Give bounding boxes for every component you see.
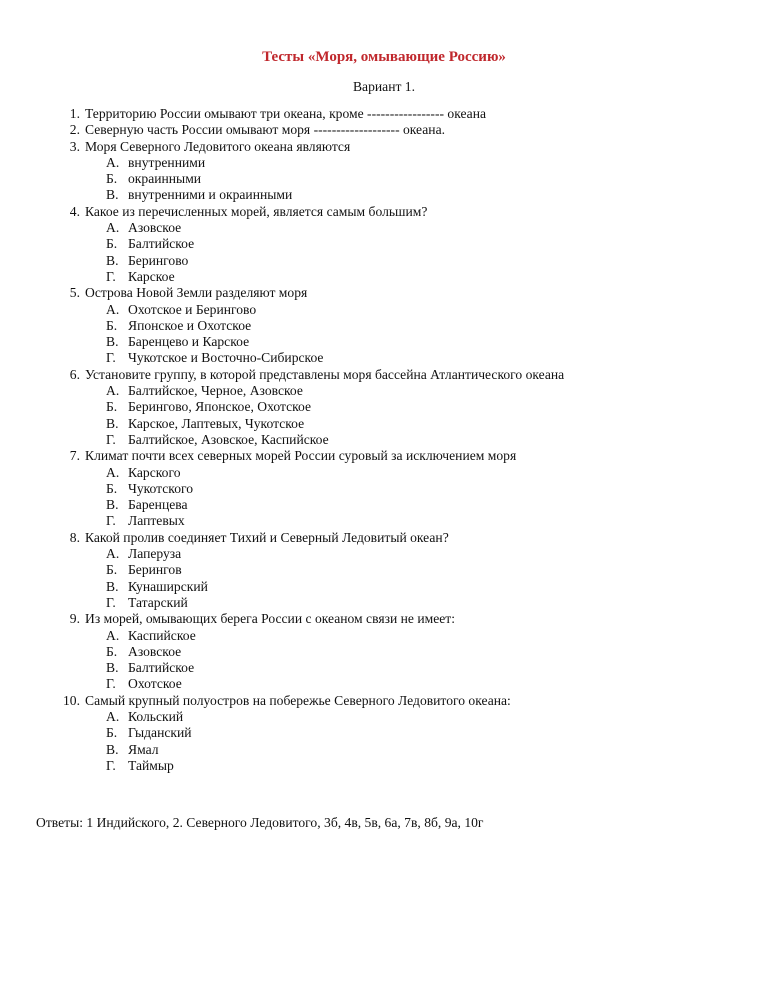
option-letter: Г.	[106, 513, 116, 529]
option-text: Татарский	[128, 594, 188, 610]
question-number: 2.	[69, 122, 80, 138]
question-row	[0, 611, 768, 627]
option-row	[0, 187, 768, 203]
option-row	[0, 399, 768, 415]
option-row	[0, 334, 768, 350]
answers-line: Ответы: 1 Индийского, 2. Северного Ледовитого, 3б, 4в, 5в, 6а, 7в, 8б, 9а, 10г	[36, 815, 484, 830]
question-row	[0, 139, 768, 155]
option-text: Балтийское, Азовское, Каспийское	[128, 431, 329, 447]
option-row	[0, 546, 768, 562]
question-text: Территорию России омывают три океана, кроме ----------------- океана	[85, 106, 487, 121]
option-letter: Б.	[106, 236, 118, 252]
option-text: Берингово, Японское, Охотское	[128, 399, 312, 415]
option	[106, 579, 208, 595]
option-text: Лаперуза	[128, 546, 182, 562]
option	[106, 546, 181, 562]
option-letter: А.	[106, 301, 120, 317]
option-text: Балтийское, Черное, Азовское	[128, 383, 303, 399]
option-letter: А.	[106, 383, 120, 399]
option-text: Каспийское	[128, 627, 196, 643]
question-number: 7.	[69, 448, 80, 464]
option-text: Карского	[128, 464, 181, 480]
option-text: внутренними и окраинными	[128, 187, 293, 203]
option	[106, 187, 292, 203]
option-letter: А.	[106, 546, 120, 562]
option-text: Кольский	[128, 708, 184, 724]
option-row	[0, 253, 768, 269]
question-number: 8.	[69, 529, 80, 545]
option-row	[0, 562, 768, 578]
option-row	[0, 513, 768, 529]
question-number: 4.	[69, 203, 80, 219]
option-text: Лаптевых	[128, 513, 185, 529]
question-row	[0, 122, 768, 138]
question-number: 3.	[69, 138, 80, 154]
question-number: 9.	[69, 611, 80, 627]
option	[106, 628, 196, 644]
option-row	[0, 595, 768, 611]
option-text: Азовское	[128, 643, 182, 659]
option	[106, 465, 181, 481]
option	[106, 269, 175, 285]
option-letter: Б.	[106, 317, 118, 333]
option-letter: Б.	[106, 399, 118, 415]
option	[106, 513, 185, 529]
option-row	[0, 676, 768, 692]
option-letter: А.	[106, 627, 120, 643]
option	[106, 171, 201, 187]
question-text: Северную часть России омывают моря ------------------- океана.	[85, 122, 445, 138]
option-text: Азовское	[128, 220, 182, 236]
question-text: Установите группу, в которой представлены моря бассейна Атлантического океана	[85, 366, 565, 382]
option	[106, 350, 323, 366]
option-row	[0, 171, 768, 187]
variant-label: Вариант 1.	[352, 79, 415, 94]
option-row	[0, 628, 768, 644]
option-letter: Г.	[106, 268, 116, 284]
option	[106, 595, 188, 611]
question-number: 10.	[63, 692, 80, 708]
option	[106, 432, 329, 448]
option-letter: А.	[106, 220, 120, 236]
question-text: Из морей, омывающих берега России с океаном связи не имеет:	[85, 611, 455, 627]
option	[106, 220, 181, 236]
question-text: Самый крупный полуостров на побережье Северного Ледовитого океана:	[85, 692, 511, 708]
option-row	[0, 269, 768, 285]
option-letter: А.	[106, 464, 120, 480]
option-letter: А.	[106, 154, 120, 170]
option-row	[0, 644, 768, 660]
option-letter: Б.	[106, 725, 118, 741]
option-letter: В.	[106, 334, 119, 350]
option	[106, 676, 182, 692]
option-letter: В.	[106, 187, 119, 203]
option-row	[0, 758, 768, 774]
option-letter: Г.	[106, 676, 116, 692]
option	[106, 318, 251, 334]
question-number: 6.	[69, 366, 80, 382]
option-text: окраинными	[128, 171, 202, 187]
option	[106, 709, 183, 725]
option	[106, 302, 256, 318]
option-row	[0, 497, 768, 513]
option-text: Балтийское	[128, 660, 195, 676]
option-letter: В.	[106, 497, 119, 513]
question-text: Острова Новой Земли разделяют моря	[85, 285, 308, 301]
question-row	[0, 693, 768, 709]
option-row	[0, 350, 768, 366]
option-letter: Г.	[106, 757, 116, 773]
option-row	[0, 742, 768, 758]
option-text: Кунаширский	[128, 578, 208, 594]
option	[106, 481, 193, 497]
question-row	[0, 367, 768, 383]
option-letter: Б.	[106, 171, 118, 187]
option	[106, 660, 194, 676]
question-row	[0, 530, 768, 546]
option-text: Карское, Лаптевых, Чукотское	[128, 415, 305, 431]
option-letter: Г.	[106, 350, 116, 366]
option-row	[0, 432, 768, 448]
option-text: Балтийское	[128, 236, 195, 252]
option	[106, 758, 174, 774]
option-text: Охотское и Берингово	[128, 301, 257, 317]
option-letter: В.	[106, 252, 119, 268]
option-letter: В.	[106, 415, 119, 431]
question-text: Моря Северного Ледовитого океана являются	[85, 138, 351, 154]
option-letter: Б.	[106, 562, 118, 578]
option-text: внутренними	[128, 154, 206, 170]
option-row	[0, 318, 768, 334]
question-text: Климат почти всех северных морей России суровый за исключением моря	[85, 448, 517, 464]
option	[106, 253, 188, 269]
option	[106, 497, 188, 513]
option	[106, 334, 249, 350]
option	[106, 236, 194, 252]
option-text: Таймыр	[128, 757, 174, 773]
question-number: 5.	[69, 285, 80, 301]
option-text: Чукотского	[128, 480, 194, 496]
option-text: Баренцева	[128, 497, 188, 513]
question-text: Какое из перечисленных морей, является самым большим?	[85, 203, 428, 219]
option	[106, 742, 159, 758]
option-letter: В.	[106, 741, 119, 757]
option-text: Баренцево и Карское	[128, 334, 250, 350]
option-text: Берингов	[128, 562, 182, 578]
option-text: Чукотское и Восточно-Сибирское	[128, 350, 324, 366]
option-text: Гыданский	[128, 725, 192, 741]
page-title: Тесты «Моря, омывающие Россию»	[262, 49, 506, 65]
question-number: 1.	[69, 106, 80, 121]
option-letter: Б.	[106, 480, 118, 496]
option-letter: Г.	[106, 431, 116, 447]
option-text: Ямал	[128, 741, 159, 757]
option	[106, 644, 181, 660]
option-row	[0, 725, 768, 741]
question-row	[0, 285, 768, 301]
question-row	[0, 106, 768, 122]
option-letter: А.	[106, 708, 120, 724]
option-row	[0, 579, 768, 595]
option-row	[0, 383, 768, 399]
question-text: Какой пролив соединяет Тихий и Северный Ледовитый океан?	[85, 529, 449, 545]
question-row	[0, 204, 768, 220]
option-row	[0, 660, 768, 676]
option-row	[0, 465, 768, 481]
option-letter: В.	[106, 578, 119, 594]
option	[106, 383, 303, 399]
option	[106, 725, 192, 741]
option	[106, 562, 182, 578]
option-letter: В.	[106, 660, 119, 676]
option-row	[0, 155, 768, 171]
option-text: Охотское	[128, 676, 182, 692]
option-text: Карское	[128, 268, 175, 284]
option-row	[0, 416, 768, 432]
option-letter: Б.	[106, 643, 118, 659]
option-row	[0, 302, 768, 318]
questions-list	[0, 106, 768, 774]
question-row	[0, 448, 768, 464]
option-row	[0, 709, 768, 725]
option	[106, 155, 205, 171]
option	[106, 399, 311, 415]
option	[106, 416, 304, 432]
option-row	[0, 236, 768, 252]
option-letter: Г.	[106, 594, 116, 610]
option-text: Японское и Охотское	[128, 317, 252, 333]
option-text: Берингово	[128, 252, 189, 268]
option-row	[0, 220, 768, 236]
option-row	[0, 481, 768, 497]
